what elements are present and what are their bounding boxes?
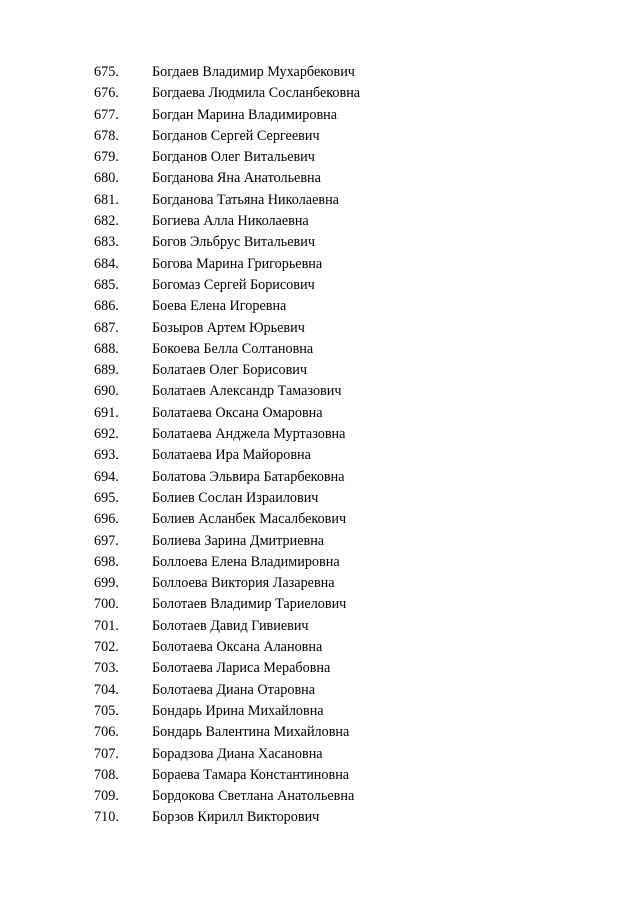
person-name: Болиев Асланбек Масалбекович	[152, 511, 347, 528]
item-number: 682.	[94, 213, 119, 230]
person-name: Богова Марина Григорьевна	[152, 255, 323, 272]
person-name: Богданов Сергей Сергеевич	[152, 127, 320, 144]
person-name: Болатаев Олег Борисович	[152, 362, 308, 379]
person-name: Боллоева Елена Владимировна	[152, 553, 340, 570]
item-number: 709.	[94, 788, 119, 805]
item-number: 710.	[94, 809, 119, 826]
item-number: 705.	[94, 702, 119, 719]
list-item	[94, 211, 360, 232]
item-number: 704.	[94, 681, 119, 698]
person-name: Бокоева Белла Солтановна	[152, 340, 314, 357]
item-number: 707.	[94, 745, 119, 762]
person-name: Борзов Кирилл Викторович	[152, 809, 320, 826]
person-name: Богданова Яна Анатольевна	[152, 170, 321, 187]
person-name: Болотаев Давид Гивиевич	[152, 617, 309, 634]
list-item	[94, 62, 360, 83]
person-name: Богданова Татьяна Николаевна	[152, 191, 339, 208]
list-item	[94, 637, 360, 658]
item-number: 694.	[94, 468, 119, 485]
item-number: 708.	[94, 766, 119, 783]
list-item	[94, 339, 360, 360]
item-number: 688.	[94, 340, 119, 357]
item-number: 702.	[94, 639, 119, 656]
person-name: Бораева Тамара Константиновна	[152, 766, 350, 783]
person-name: Болатаева Оксана Омаровна	[152, 404, 323, 421]
item-number: 675.	[94, 64, 119, 80]
person-name: Богданов Олег Витальевич	[152, 149, 315, 166]
list-item	[94, 126, 360, 147]
list-item	[94, 232, 360, 253]
person-name: Болиев Сослан Израилович	[152, 489, 319, 506]
item-number: 681.	[94, 191, 119, 208]
person-name: Боева Елена Игоревна	[152, 298, 287, 315]
person-name: Богиева Алла Николаевна	[152, 213, 309, 230]
list-item	[94, 573, 360, 594]
list-item	[94, 658, 360, 679]
list-item	[94, 381, 360, 402]
list-item	[94, 701, 360, 722]
person-name: Болатова Эльвира Батарбековна	[152, 468, 345, 485]
list-item	[94, 488, 360, 509]
person-name: Болатаева Ира Майоровна	[152, 447, 311, 464]
person-name: Боллоева Виктория Лазаревна	[152, 575, 335, 592]
list-item	[94, 765, 360, 786]
person-name: Бондарь Ирина Михайловна	[152, 702, 324, 719]
item-number: 684.	[94, 255, 119, 272]
list-item	[94, 403, 360, 424]
item-number: 687.	[94, 319, 119, 336]
list-item	[94, 168, 360, 189]
person-name: Бондарь Валентина Михайловна	[152, 724, 350, 741]
list-item	[94, 296, 360, 317]
person-name: Болатаев Александр Тамазович	[152, 383, 342, 400]
person-name: Болатаева Анджела Муртазовна	[152, 426, 346, 443]
person-name: Бордокова Светлана Анатольевна	[152, 788, 355, 805]
person-name: Богдан Марина Владимировна	[152, 106, 338, 123]
person-name: Болотаев Владимир Тариелович	[152, 596, 347, 613]
person-name: Болотаева Лариса Мерабовна	[152, 660, 331, 677]
person-name: Болотаева Оксана Алановна	[152, 639, 323, 656]
item-number: 676.	[94, 85, 119, 102]
item-number: 677.	[94, 106, 119, 123]
list-item	[94, 424, 360, 445]
list-item	[94, 190, 360, 211]
item-number: 703.	[94, 660, 119, 677]
list-item	[94, 509, 360, 530]
person-name: Бозыров Артем Юрьевич	[152, 319, 305, 336]
item-number: 689.	[94, 362, 119, 379]
list-item	[94, 744, 360, 765]
list-item	[94, 807, 360, 828]
item-number: 683.	[94, 234, 119, 251]
list-item	[94, 360, 360, 381]
list-item	[94, 786, 360, 807]
item-number: 706.	[94, 724, 119, 741]
item-number: 691.	[94, 404, 119, 421]
list-item	[94, 275, 360, 296]
item-number: 690.	[94, 383, 119, 400]
name-list	[94, 62, 360, 829]
item-number: 697.	[94, 532, 119, 549]
item-number: 699.	[94, 575, 119, 592]
item-number: 680.	[94, 170, 119, 187]
list-item	[94, 722, 360, 743]
item-number: 701.	[94, 617, 119, 634]
list-item	[94, 531, 360, 552]
item-number: 678.	[94, 127, 119, 144]
list-item	[94, 594, 360, 615]
person-name: Борадзова Диана Хасановна	[152, 745, 323, 762]
item-number: 696.	[94, 511, 119, 528]
list-item	[94, 83, 360, 104]
item-number: 679.	[94, 149, 119, 166]
item-number: 693.	[94, 447, 119, 464]
list-item	[94, 467, 360, 488]
item-number: 695.	[94, 489, 119, 506]
list-item	[94, 616, 360, 637]
item-number: 685.	[94, 276, 119, 293]
list-item	[94, 552, 360, 573]
list-item	[94, 680, 360, 701]
person-name: Богдаев Владимир Мухарбекович	[152, 64, 355, 80]
list-item	[94, 254, 360, 275]
person-name: Болиева Зарина Дмитриевна	[152, 532, 325, 549]
person-name: Богов Эльбрус Витальевич	[152, 234, 315, 251]
list-item	[94, 147, 360, 168]
item-number: 700.	[94, 596, 119, 613]
item-number: 698.	[94, 553, 119, 570]
item-number: 692.	[94, 426, 119, 443]
list-item	[94, 445, 360, 466]
item-number: 686.	[94, 298, 119, 315]
person-name: Богомаз Сергей Борисович	[152, 276, 315, 293]
list-item	[94, 105, 360, 126]
person-name: Богдаева Людмила Сосланбековна	[152, 85, 361, 102]
list-item	[94, 318, 360, 339]
person-name: Болотаева Диана Отаровна	[152, 681, 316, 698]
